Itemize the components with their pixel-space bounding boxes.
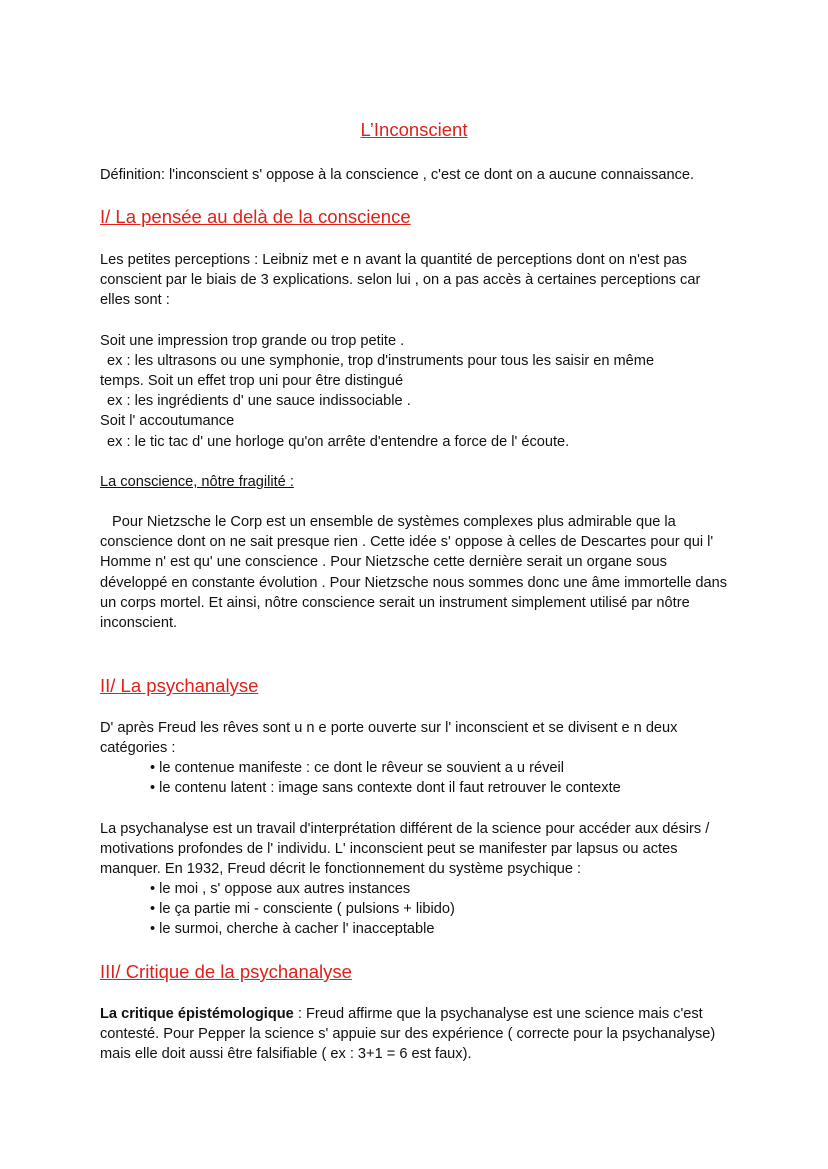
section-3-heading: III/ Critique de la psychanalyse (100, 961, 352, 982)
section-1-line: Soit une impression trop grande ou trop petite . (100, 333, 405, 349)
section-1-paragraph: Pour Nietzsche le Corp est un ensemble de systèmes complexes plus admirable que la conscience dont on ne sait presque rien . Cette idée s' oppose à celles de Descartes pour qui l' Homme n' est qu' une conscience . Pour Nietzsche cette dernière serait un organe sous développé en constante évolution . Pour Nietzsche nous sommes donc une âme immortelle dans un corps mortel. Et ainsi, nôtre conscience serait un instrument simplement utilisé par nôtre inconscient. (100, 514, 728, 632)
section-3-paragraph (100, 1004, 730, 1065)
bold-label: La critique épistémologique (100, 1006, 294, 1022)
section-2-paragraph: La psychanalyse est un travail d'interprétation différent de la science pour accéder aux désirs / motivations profondes de l' individu. L' inconscient peut se manifester par lapsus ou actes manquer. En 1932, Freud décrit le fonctionnement du système psychique : (100, 821, 710, 878)
list-item: • le moi , s' oppose aux autres instances (150, 881, 411, 897)
section-1-intro: Les petites perceptions : Leibniz met e n avant la quantité de perceptions dont on n'est pas conscient par le biais de 3 explications. selon lui , on a pas accès à certaines perceptions car elles sont : (100, 252, 701, 309)
section-1-subheading: La conscience, nôtre fragilité : (100, 474, 294, 490)
section-2-heading: II/ La psychanalyse (100, 675, 259, 696)
list-item: • le surmoi, cherche à cacher l' inacceptable (150, 921, 435, 937)
list-item: • le contenue manifeste : ce dont le rêveur se souvient a u réveil (150, 760, 564, 776)
definition-text: Définition: l'inconscient s' oppose à la conscience , c'est ce dont on a aucune connaissance. (100, 167, 695, 183)
list-item: • le contenu latent : image sans contexte dont il faut retrouver le contexte (150, 780, 621, 796)
page-title: L’Inconscient (360, 119, 468, 140)
section-1-line: Soit l' accoutumance (100, 413, 235, 429)
section-3-text: : Freud affirme que la psychanalyse est une science mais c'est contesté. Pour Pepper la science s' appuie sur des expérience ( correcte pour la psychanalyse) mais elle doit aussi être falsifiable ( ex : 3+1 = 6 est faux). (100, 1006, 716, 1063)
section-1-line: ex : les ingrédients d' une sauce indissociable . (107, 393, 411, 409)
section-2-intro: D' après Freud les rêves sont u n e porte ouverte sur l' inconscient et se divisent e n deux catégories : (100, 720, 678, 757)
list-item: • le ça partie mi - consciente ( pulsions + libido) (150, 901, 455, 917)
section-1-line: temps. Soit un effet trop uni pour être distingué (100, 373, 404, 389)
section-1-line: ex : le tic tac d' une horloge qu'on arrête d'entendre a force de l' écoute. (107, 434, 570, 450)
section-1-line: ex : les ultrasons ou une symphonie, trop d'instruments pour tous les saisir en même (107, 353, 655, 369)
section-1-heading: I/ La pensée au delà de la conscience (100, 206, 411, 227)
